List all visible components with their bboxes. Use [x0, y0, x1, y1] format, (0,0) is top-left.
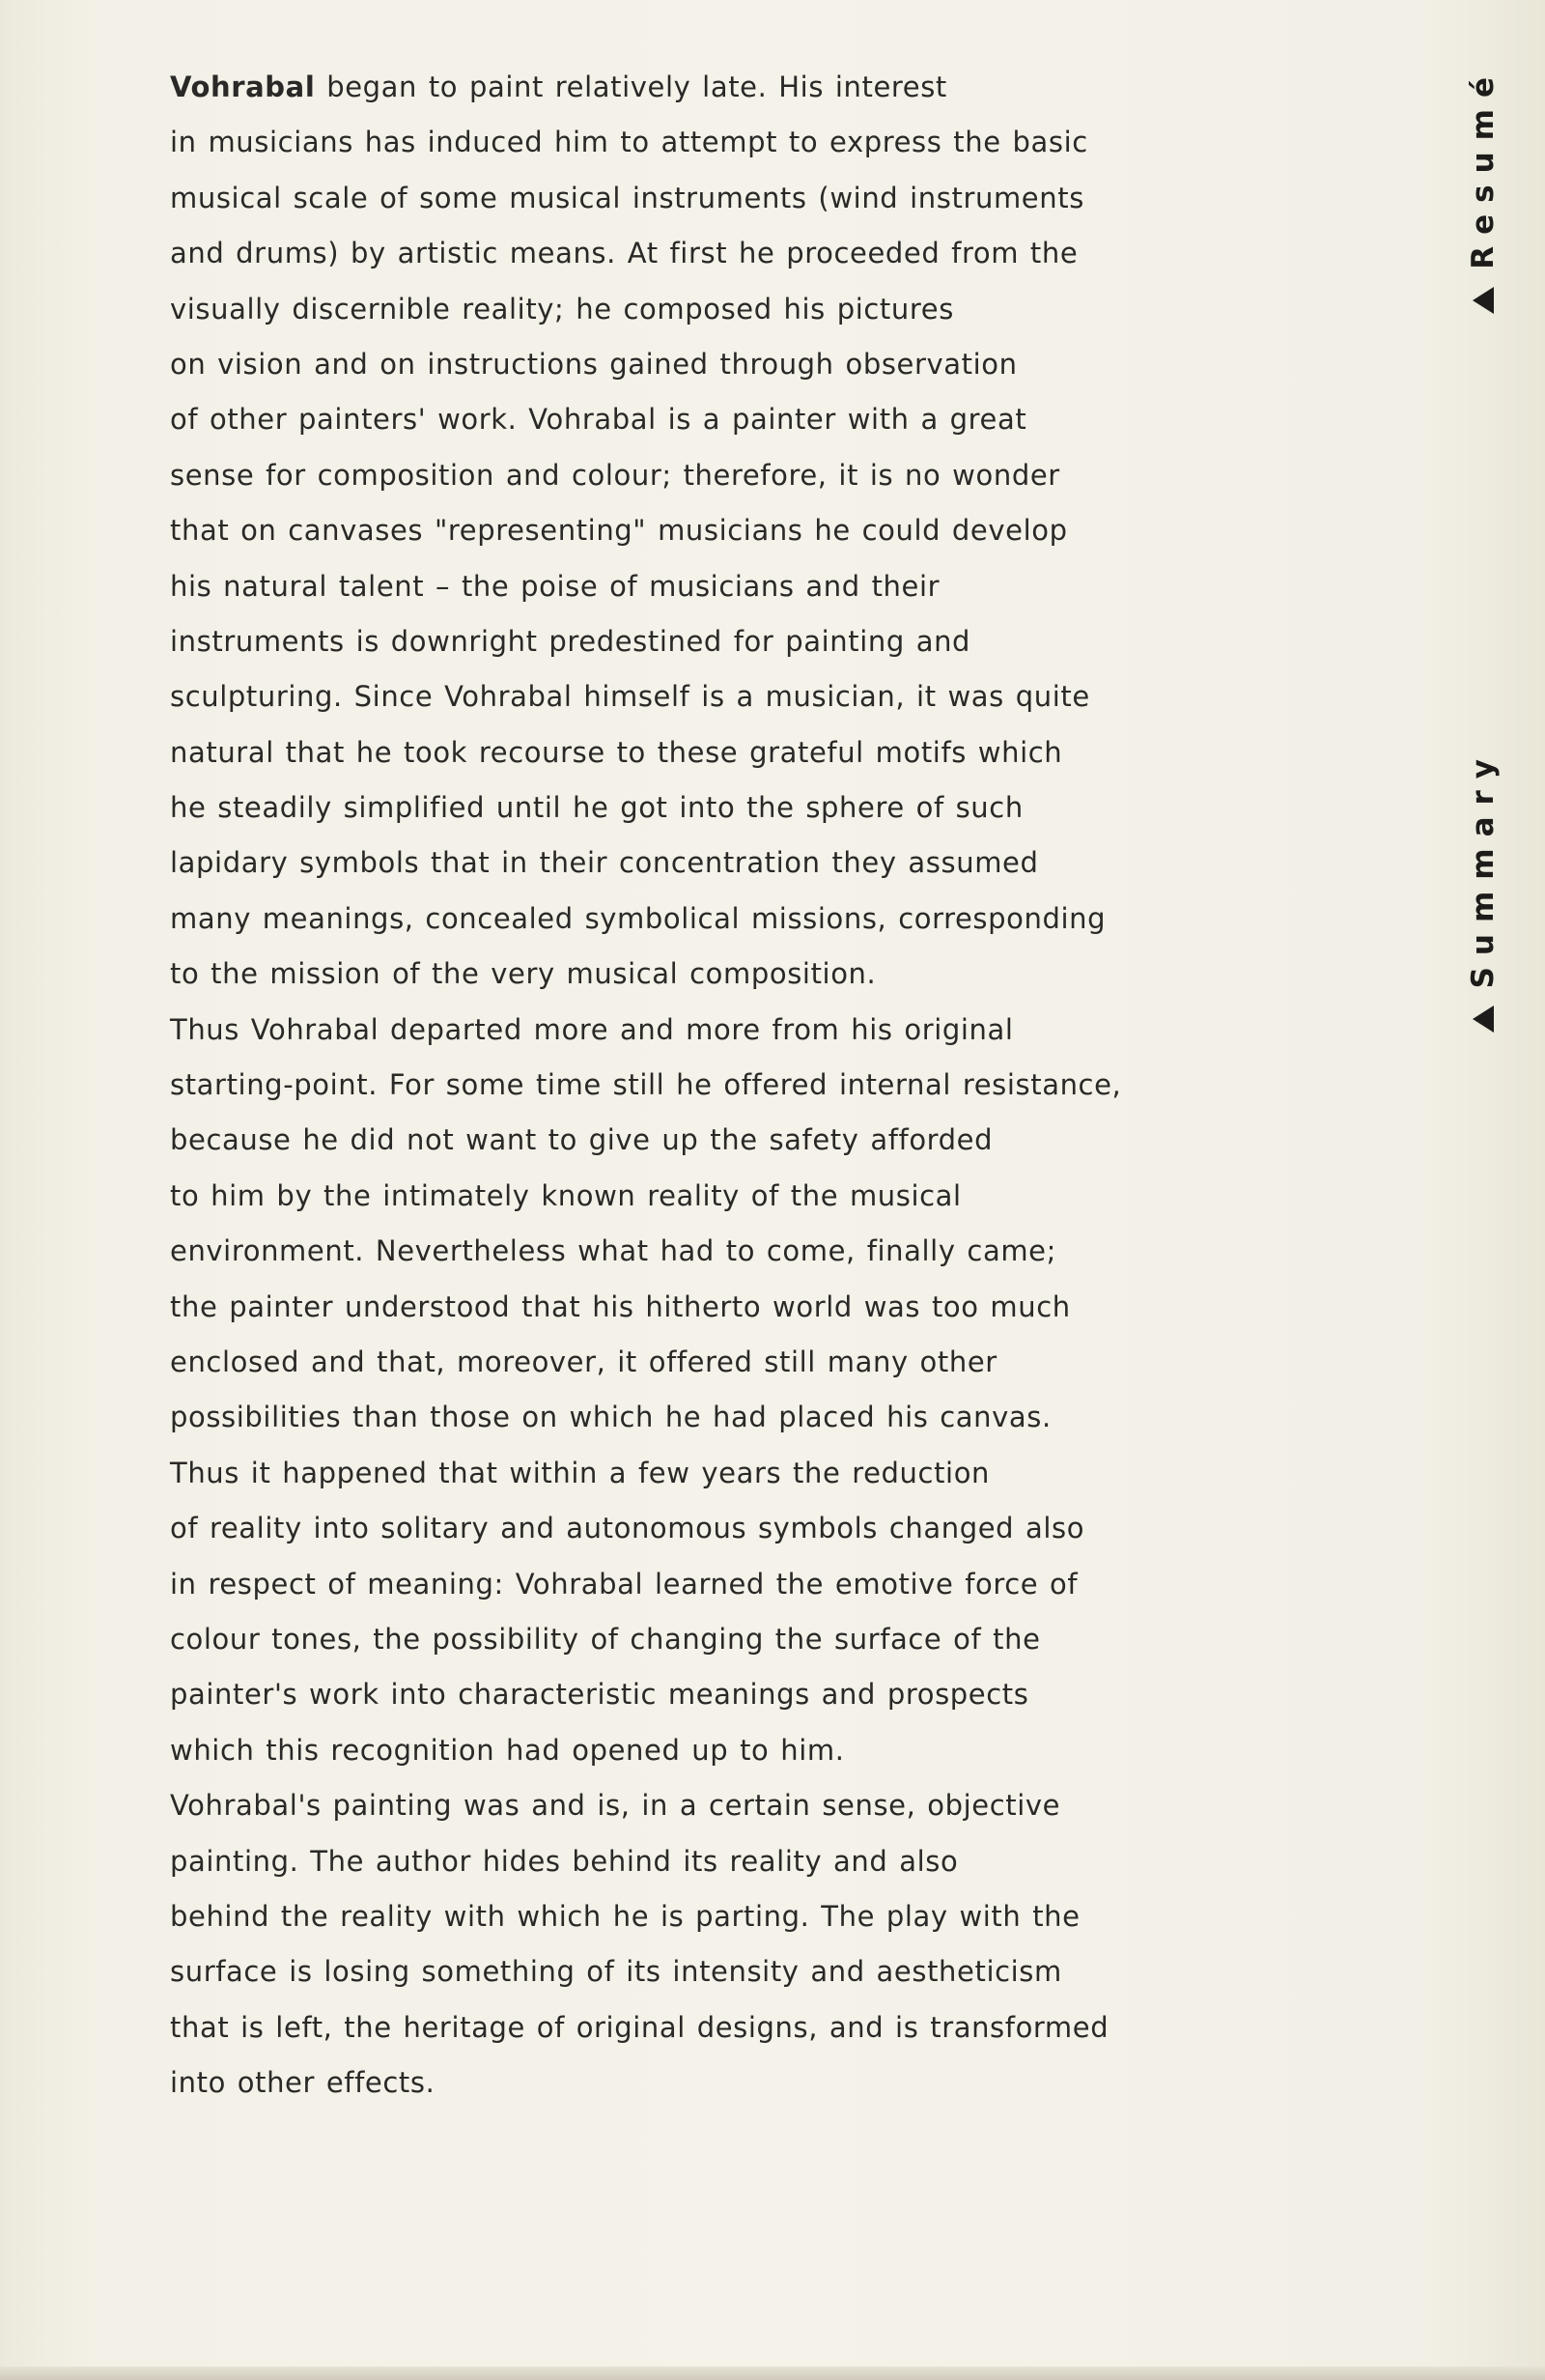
text-line: Thus Vohrabal departed more and more from his original	[170, 1012, 1014, 1046]
text-line-first	[170, 60, 1194, 115]
text-line: and drums) by artistic means. At first he proceeded from the	[170, 237, 1079, 270]
body-text	[170, 60, 1194, 2111]
text-line: enclosed and that, moreover, it offered still many other	[170, 1345, 997, 1378]
resume-tab	[1467, 66, 1500, 314]
text-line: lapidary symbols that in their concentration they assumed	[170, 846, 1039, 880]
text-line: starting-point. For some time still he offered internal resistance,	[170, 1068, 1122, 1102]
text-line: because he did not want to give up the safety afforded	[170, 1123, 994, 1157]
text-line: natural that he took recourse to these grateful motifs which	[170, 735, 1063, 769]
summary-tab	[1467, 748, 1500, 1033]
first-line-rest: began to paint relatively late. His interest	[315, 71, 947, 103]
resume-label: Resumé	[1466, 66, 1501, 269]
text-line: painting. The author hides behind its reality and also	[170, 1844, 959, 1878]
text-line: Vohrabal's painting was and is, in a certain sense, objective	[170, 1789, 1061, 1823]
summary-label: Summary	[1466, 748, 1501, 989]
text-line: colour tones, the possibility of changing the surface of the	[170, 1622, 1041, 1656]
text-line: musical scale of some musical instruments (wind instruments	[170, 181, 1084, 214]
text-line: visually discernible reality; he composed his pictures	[170, 292, 954, 326]
text-line: that on canvases "representing" musicians he could develop	[170, 514, 1068, 548]
text-line: of reality into solitary and autonomous symbols changed also	[170, 1512, 1085, 1545]
text-line: to him by the intimately known reality of the musical	[170, 1178, 962, 1212]
text-line: the painter understood that his hitherto world was too much	[170, 1289, 1071, 1323]
text-line: surface is losing something of its intensity and aestheticism	[170, 1955, 1062, 1989]
text-line: of other painters' work. Vohrabal is a painter with a great	[170, 403, 1027, 437]
text-line: on vision and on instructions gained through observation	[170, 347, 1018, 381]
text-line: sculpturing. Since Vohrabal himself is a musician, it was quite	[170, 680, 1090, 714]
page-bottom-edge	[0, 2366, 1545, 2380]
text-line: which this recognition had opened up to him.	[170, 1733, 845, 1767]
text-line: painter's work into characteristic meanings and prospects	[170, 1678, 1029, 1712]
text-line: many meanings, concealed symbolical missions, corresponding	[170, 901, 1107, 935]
lead-word: Vohrabal	[170, 71, 316, 103]
text-line: possibilities than those on which he had placed his canvas.	[170, 1401, 1052, 1434]
text-line: sense for composition and colour; therefore, it is no wonder	[170, 458, 1060, 492]
text-line: Thus it happened that within a few years the reduction	[170, 1456, 991, 1489]
text-line: in respect of meaning: Vohrabal learned the emotive force of	[170, 1567, 1079, 1601]
text-line: his natural talent – the poise of musicians and their	[170, 569, 941, 603]
text-line: behind the reality with which he is parting. The play with the	[170, 1899, 1081, 1933]
text-line: into other effects.	[170, 2066, 435, 2100]
text-line: environment. Nevertheless what had to come, finally came;	[170, 1234, 1056, 1268]
summary-arrow-icon	[1473, 1006, 1494, 1033]
text-line: instruments is downright predestined for painting and	[170, 624, 971, 658]
text-line: he steadily simplified until he got into the sphere of such	[170, 791, 1024, 825]
text-line: to the mission of the very musical composition.	[170, 957, 877, 991]
text-line: in musicians has induced him to attempt to express the basic	[170, 126, 1088, 159]
resume-arrow-icon	[1473, 287, 1494, 314]
text-line: that is left, the heritage of original designs, and is transformed	[170, 2010, 1110, 2044]
